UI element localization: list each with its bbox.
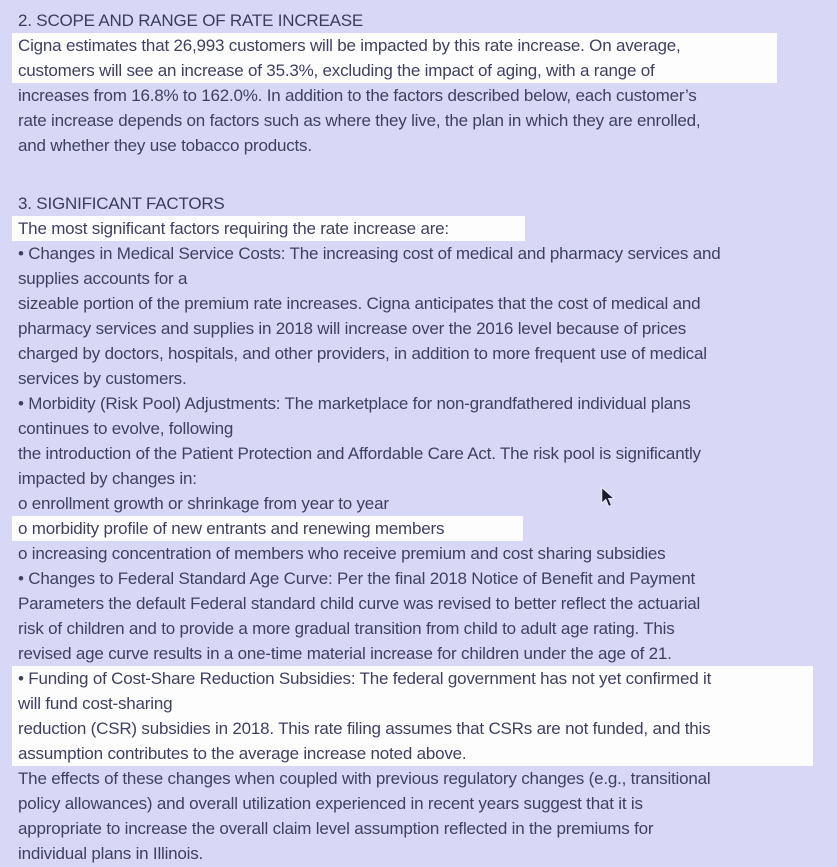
- text-line: revised age curve results in a one-time material increase for children under the age of 21.: [18, 644, 672, 663]
- text-line: o enrollment growth or shrinkage from year to year: [18, 494, 389, 513]
- text-line: Cigna estimates that 26,993 customers will be impacted by this rate increase. On average,: [18, 36, 681, 55]
- text-block: [18, 541, 837, 666]
- text-block: [18, 83, 837, 158]
- section-heading: [18, 191, 837, 216]
- text-line: assumption contributes to the average increase noted above.: [18, 744, 467, 763]
- text-line: The most significant factors requiring the rate increase are:: [18, 219, 449, 238]
- text-line: reduction (CSR) subsidies in 2018. This rate filing assumes that CSRs are not funded, and this: [18, 719, 711, 738]
- text-line: risk of children and to provide a more gradual transition from child to adult age rating. This: [18, 619, 675, 638]
- text-line: policy allowances) and overall utilization experienced in recent years suggest that it is: [18, 794, 643, 813]
- text-line: the introduction of the Patient Protection and Affordable Care Act. The risk pool is significantly: [18, 444, 701, 463]
- text-line: sizeable portion of the premium rate increases. Cigna anticipates that the cost of medical and: [18, 294, 701, 313]
- text-line: services by customers.: [18, 369, 187, 388]
- text-line: individual plans in Illinois.: [18, 844, 204, 863]
- document-body: [18, 8, 837, 866]
- section-gap: [18, 158, 837, 191]
- text-line: supplies accounts for a: [18, 269, 188, 288]
- text-line: • Changes to Federal Standard Age Curve: Per the final 2018 Notice of Benefit and Payment: [18, 569, 696, 588]
- text-line: rate increase depends on factors such as where they live, the plan in which they are enrolled,: [18, 111, 701, 130]
- text-line: • Funding of Cost-Share Reduction Subsidies: The federal government has not yet confirmed it: [18, 669, 712, 688]
- text-line: • Changes in Medical Service Costs: The increasing cost of medical and pharmacy services and: [18, 244, 721, 263]
- text-line: and whether they use tobacco products.: [18, 136, 312, 155]
- text-line: Parameters the default Federal standard child curve was revised to better reflect the actuarial: [18, 594, 701, 613]
- highlighted-text-block: [12, 33, 777, 83]
- text-line: pharmacy services and supplies in 2018 will increase over the 2016 level because of prices: [18, 319, 687, 338]
- text-line: appropriate to increase the overall claim level assumption reflected in the premiums for: [18, 819, 654, 838]
- text-line: 2. SCOPE AND RANGE OF RATE INCREASE: [18, 11, 364, 30]
- section-heading: [18, 8, 837, 33]
- text-line: 3. SIGNIFICANT FACTORS: [18, 194, 225, 213]
- text-line: increases from 16.8% to 162.0%. In addition to the factors described below, each customer’s: [18, 86, 697, 105]
- text-block: [18, 766, 837, 866]
- text-line: charged by doctors, hospitals, and other providers, in addition to more frequent use of medical: [18, 344, 707, 363]
- text-line: customers will see an increase of 35.3%, excluding the impact of aging, with a range of: [18, 61, 655, 80]
- highlighted-text-block: [12, 216, 525, 241]
- text-line: will fund cost-sharing: [18, 694, 173, 713]
- text-line: o morbidity profile of new entrants and renewing members: [18, 519, 445, 538]
- text-line: • Morbidity (Risk Pool) Adjustments: The marketplace for non-grandfathered individual plans: [18, 394, 691, 413]
- text-line: The effects of these changes when coupled with previous regulatory changes (e.g., transitional: [18, 769, 711, 788]
- text-block: [18, 241, 837, 516]
- highlighted-text-block: [12, 516, 523, 541]
- text-line: impacted by changes in:: [18, 469, 197, 488]
- text-line: o increasing concentration of members who receive premium and cost sharing subsidies: [18, 544, 666, 563]
- text-line: continues to evolve, following: [18, 419, 234, 438]
- highlighted-text-block: [12, 666, 813, 766]
